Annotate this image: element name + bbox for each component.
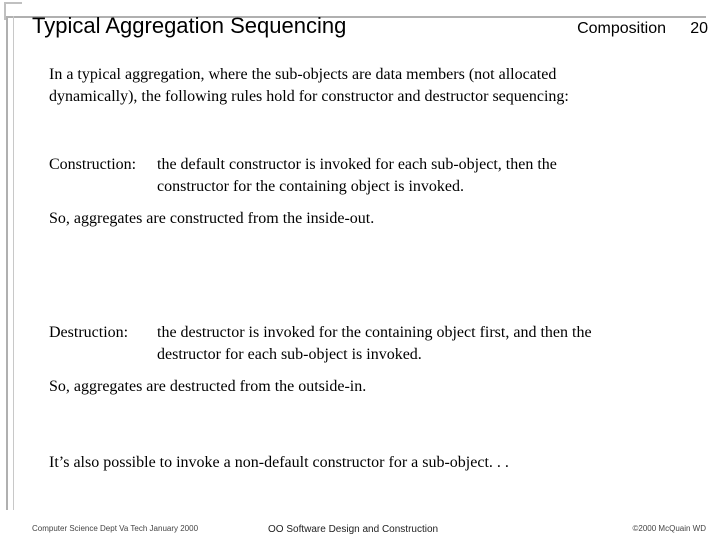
construction-line-2: constructor for the containing object is invoked. [157, 178, 465, 195]
destruction-term: Destruction: [49, 324, 129, 341]
destruction-rule [49, 322, 592, 366]
construction-term: Construction: [49, 156, 137, 173]
slide-number: 20 [690, 20, 708, 37]
destruction-line-2: destructor for each sub-object is invoked. [157, 346, 422, 363]
slide-title: Typical Aggregation Sequencing [32, 13, 347, 38]
intro-paragraph [49, 64, 569, 108]
intro-line-1: In a typical aggregation, where the sub-objects are data members (not allocated [49, 66, 557, 83]
construction-rule [49, 154, 557, 198]
frame-left-rule [6, 16, 14, 510]
construction-line-1: the default constructor is invoked for each sub-object, then the [157, 156, 557, 173]
footer-left: Computer Science Dept Va Tech January 2000 [32, 524, 199, 533]
destruction-line-1: the destructor is invoked for the containing object first, and then the [157, 324, 592, 341]
slide-topic: Composition [577, 20, 666, 37]
nondefault-constructor-note: It’s also possible to invoke a non-default constructor for a sub-object. . . [49, 454, 509, 471]
destruction-summary: So, aggregates are destructed from the outside-in. [49, 378, 367, 395]
intro-line-2: dynamically), the following rules hold for constructor and destructor sequencing: [49, 88, 569, 105]
footer-center: OO Software Design and Construction [268, 524, 439, 535]
footer-right: ©2000 McQuain WD [632, 524, 706, 533]
construction-summary: So, aggregates are constructed from the inside-out. [49, 210, 375, 227]
